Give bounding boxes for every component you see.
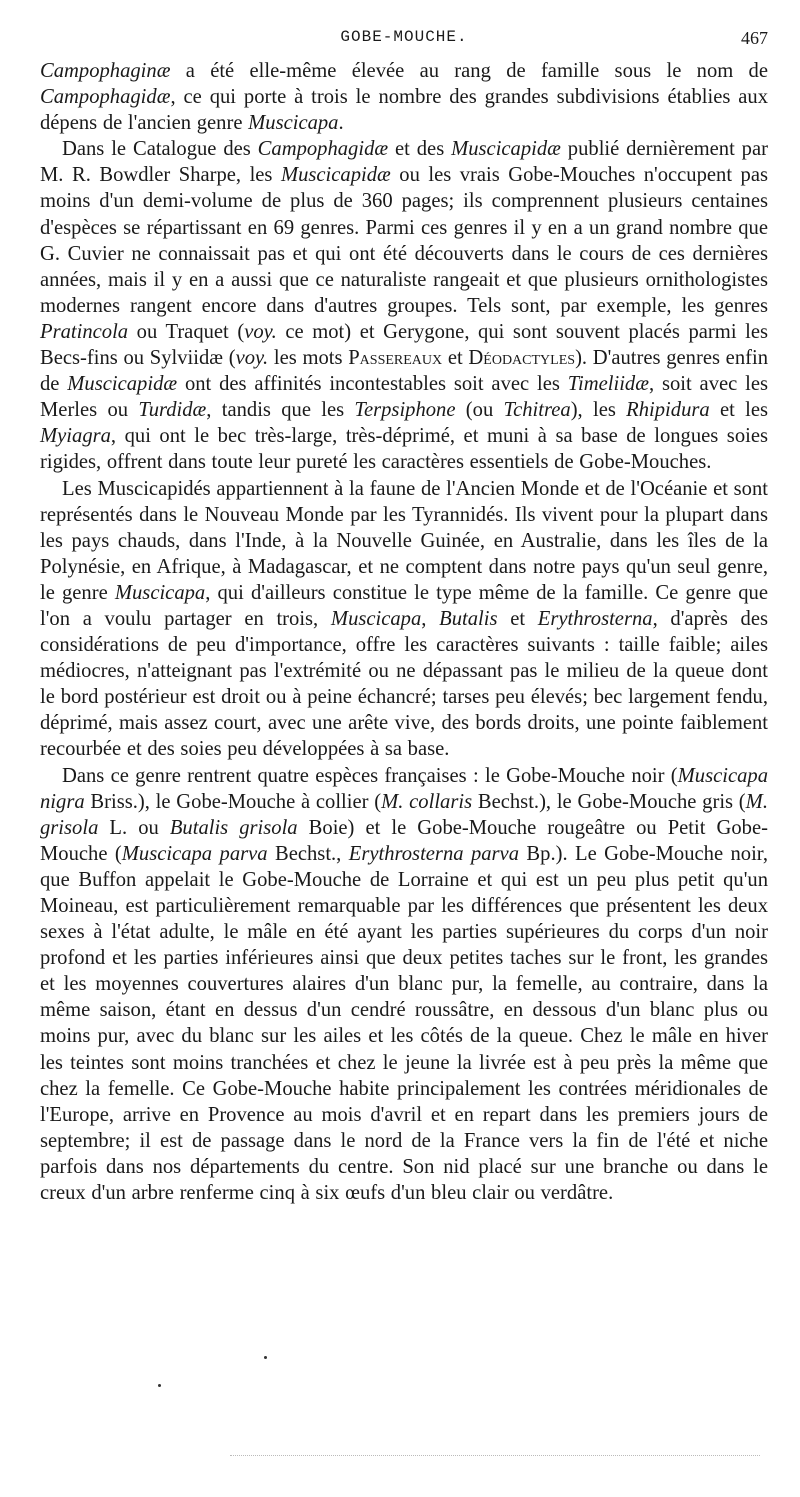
text-run: . — [338, 112, 344, 135]
body-text — [40, 58, 768, 1206]
text-run: Bechst.), le Gobe-Mouche gris ( — [472, 790, 746, 813]
italic-taxon: Muscicapidæ — [451, 138, 561, 161]
text-run: Les Muscicapidés appartiennent à la faune de l'Ancien Monde et de l'Océanie et sont représentés dans le Nouveau Monde par les Tyrannidés. Ils vivent pour la plupart dans les pays chauds, dans l'Inde, à la Nouvelle Guinée, en Australie, dans les îles de la Polynésie, en Afrique, à Madagascar, et ne comptent dans notre pays qu'un seul genre, le genre — [40, 477, 768, 604]
italic-taxon: Butalis grisola — [169, 816, 298, 839]
text-run: , d'après des considérations de peu d'importance, offre les caractères suivants : taille faible; ailes médiocres, n'atteignant pas l'extrémité ou ne dépassant pas le milieu de la queue dont le bord postérieur est droit ou à peine échancré; tarses peu élevés; bec largement fendu, déprimé, mais assez court, avec une arête vive, des bords droits, une pointe faiblement recourbée et des soies peu développées à sa base. — [40, 607, 769, 761]
running-title: GOBE-MOUCHE. — [340, 28, 468, 46]
ink-speck — [264, 1356, 267, 1359]
italic-abbrev: voy. — [235, 347, 269, 370]
text-run: , qui ont le bec très-large, très-déprimé, et muni à sa base de longues soies rigides, offrent dans toute leur pureté les caractères essentiels de Gobe-Mouches. — [40, 425, 768, 474]
text-run: , ce qui porte à trois le nombre des grandes subdivisions établies aux dépens de l'ancien genre — [40, 86, 768, 135]
page-number: 467 — [741, 28, 768, 48]
text-run: et — [497, 607, 538, 630]
text-run: ou Traquet ( — [128, 320, 245, 343]
italic-taxon: Tchitrea — [503, 399, 571, 422]
text-run: et — [442, 347, 469, 370]
text-run: et les — [709, 399, 769, 422]
text-run: Briss.), le Gobe-Mouche à collier ( — [84, 790, 382, 813]
text-run: ou les vrais Gobe-Mouches n'occupent pas moins d'un demi-volume de plus de 360 pages; ils comprennent plusieurs centaines d'espèces se répartissant en 69 genres. Parmi ces genres il y en a un grand nombre que G. Cuvier ne connaissait pas et qui ont été découverts dans le cours de ces dernières années, mais il y en a aussi que ce naturaliste rangeait et que plusieurs ornithologistes modernes rangent encore dans d'autres groupes. Tels sont, par exemple, les genres — [40, 164, 768, 317]
italic-taxon: M. grisola — [40, 790, 768, 839]
italic-taxon: Pratincola — [40, 320, 129, 343]
italic-taxon: Muscicapa — [114, 581, 206, 604]
cross-reference: Passereaux — [348, 347, 443, 370]
italic-taxon: Muscicapa — [248, 112, 339, 135]
text-run: , — [421, 607, 440, 630]
italic-taxon: Erythrosterna — [537, 607, 653, 630]
text-run: , tandis que les — [206, 399, 355, 422]
italic-taxon: Muscicapa parva — [121, 842, 268, 865]
text-run: , soit avec les Merles ou — [40, 373, 768, 422]
text-run: ce mot) et Gerygone, qui sont souvent placés parmi les Becs-fins ou Sylviidæ ( — [40, 320, 768, 370]
italic-taxon: Rhipidura — [626, 399, 710, 422]
text-run: Dans ce genre rentrent quatre espèces françaises : le Gobe-Mouche noir ( — [62, 764, 678, 787]
italic-taxon: Erythrosterna parva — [348, 842, 519, 865]
text-run: Bp.). Le Gobe-Mouche noir, que Buffon appelait le Gobe-Mouche de Lorraine et qui est un peu plus petit qu'un Moineau, est particulièrement remarquable par les différences que présentent les deux sexes à l'état adulte, le mâle en été ayant les parties supérieures du corps d'un noir profond et les parties inférieures ainsi que deux petites taches sur le front, les grandes et les moyennes couvertures alaires d'un blanc pur, la femelle, au contraire, dans la même saison, étant en dessus d'un cendré roussâtre, en dessous d'un blanc plus ou moins pur, avec du blanc sur les ailes et les côtés de la queue. Chez le mâle en hiver les teintes sont moins tranchées et chez le jeune la livrée est à peu près la même que chez la femelle. Ce Gobe-Mouche habite principalement les contrées méridionales de l'Europe, arrive en Provence au mois d'avril et en repart dans les premiers jours de septembre; il est de passage dans le nord de la France vers la fin de l'été et niche parfois dans nos départements du centre. Son nid placé sur une branche ou dans le creux d'un arbre renferme cinq à six œufs d'un bleu clair ou verdâtre. — [40, 842, 768, 1205]
italic-taxon: Muscicapidæ — [67, 373, 178, 396]
text-run: ). D'autres genres enfin de — [40, 347, 768, 396]
italic-taxon: Turdidæ — [138, 399, 207, 422]
italic-taxon: Myiagra — [40, 425, 111, 448]
text-run: Dans le Catalogue des — [62, 138, 258, 161]
text-run: ), les — [570, 399, 627, 422]
italic-taxon: Muscicapa — [330, 607, 422, 630]
italic-abbrev: voy. — [244, 320, 277, 343]
paragraph-catalogue — [40, 136, 768, 475]
paragraph-campophagidae — [40, 58, 768, 136]
cross-reference: Déodactyles — [468, 347, 576, 370]
italic-taxon: Timeliidæ — [567, 373, 649, 396]
text-run: et des — [388, 138, 452, 161]
italic-taxon: Butalis — [439, 607, 498, 630]
text-run: ont des affinités incontestables soit avec les — [177, 373, 568, 396]
italic-taxon: Campophagidæ — [40, 86, 171, 109]
text-run: a été elle-même élevée au rang de famille sous le nom de — [170, 60, 768, 82]
paragraph-french-species — [40, 763, 768, 1207]
text-run: (ou — [455, 399, 504, 422]
running-head — [40, 28, 768, 58]
italic-taxon: Campophaginæ — [40, 60, 171, 82]
text-run: publié dernièrement par M. R. Bowdler Sharpe, les — [40, 138, 768, 187]
text-run: , qui d'ailleurs constitue le type même de la famille. Ce genre que l'on a voulu partager en trois, — [40, 581, 768, 630]
italic-taxon: Campophagidæ — [257, 138, 389, 161]
bleed-through-rule — [230, 1455, 760, 1456]
text-run: Bechst., — [267, 842, 349, 865]
italic-taxon: Terpsiphone — [354, 399, 456, 422]
text-run: L. ou — [98, 816, 170, 839]
italic-taxon: M. collaris — [381, 790, 473, 813]
text-run: les mots — [268, 347, 349, 370]
book-page — [40, 28, 768, 1206]
italic-taxon: Muscicapidæ — [280, 164, 391, 187]
paragraph-distribution — [40, 476, 768, 763]
ink-speck — [158, 1384, 161, 1387]
italic-taxon: Muscicapa nigra — [40, 764, 768, 813]
text-run: Boie) et le Gobe-Mouche rougeâtre ou Petit Gobe-Mouche ( — [40, 816, 768, 865]
